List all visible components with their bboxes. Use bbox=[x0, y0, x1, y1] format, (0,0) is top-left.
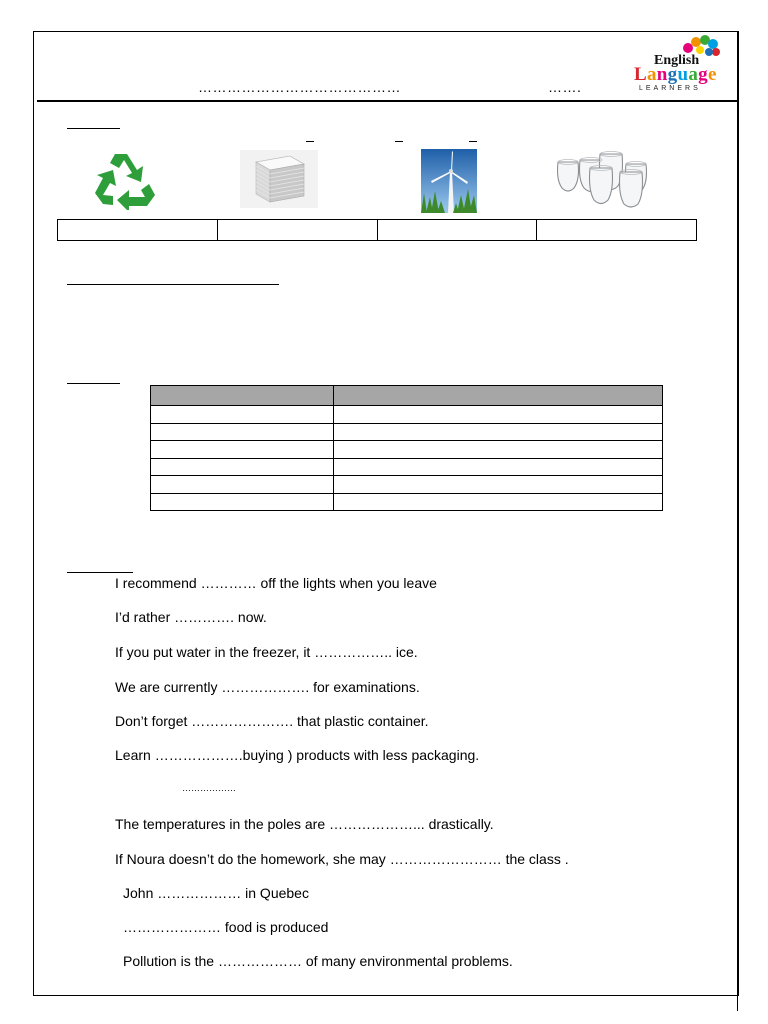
table-cell[interactable] bbox=[334, 458, 663, 476]
header-divider bbox=[37, 100, 737, 102]
exercise-sentence: I’d rather …………. now. bbox=[115, 609, 267, 625]
table-row bbox=[151, 406, 663, 424]
exercise-sentence: If you put water in the freezer, it …………….. ice. bbox=[115, 644, 418, 660]
table-cell[interactable] bbox=[151, 493, 334, 511]
section-1-heading-underline bbox=[67, 128, 120, 129]
picture-label-cell[interactable] bbox=[378, 220, 538, 240]
exercise-sentence: We are currently ………………. for examinations. bbox=[115, 679, 420, 695]
logo-word-learners: LEARNERS bbox=[639, 85, 701, 92]
table-row bbox=[151, 476, 663, 494]
exercise-sentence: John ……………… in Quebec bbox=[123, 885, 309, 901]
exercise-sentence: I recommend ………… off the lights when you leave bbox=[115, 575, 437, 591]
logo-letter: n bbox=[656, 64, 668, 85]
table-row bbox=[151, 441, 663, 459]
logo-letter: a bbox=[688, 64, 699, 85]
table-cell[interactable] bbox=[334, 406, 663, 424]
table-cell[interactable] bbox=[151, 423, 334, 441]
table-row bbox=[151, 458, 663, 476]
recycle-icon bbox=[89, 148, 159, 210]
logo-letter: g bbox=[698, 64, 708, 85]
exercise-sentence: ………………… food is produced bbox=[123, 919, 329, 935]
section-3-heading-underline bbox=[67, 383, 120, 384]
section-4-heading-underline bbox=[67, 572, 133, 573]
table-cell[interactable] bbox=[334, 493, 663, 511]
table-cell bbox=[334, 386, 663, 406]
answer-table bbox=[150, 385, 663, 511]
exercise-sentence: Learn ……………….buying ) products with less packaging. bbox=[115, 747, 480, 763]
picture-label-cell[interactable] bbox=[218, 220, 378, 240]
exercise-sentence: The temperatures in the poles are ………………... drastically. bbox=[115, 816, 494, 832]
english-language-learners-logo bbox=[628, 34, 728, 96]
table-cell[interactable] bbox=[151, 406, 334, 424]
logo-letter: u bbox=[677, 64, 689, 85]
picture-label-cell[interactable] bbox=[58, 220, 218, 240]
logo-letter: g bbox=[667, 64, 678, 85]
table-cell[interactable] bbox=[151, 458, 334, 476]
table-cell[interactable] bbox=[334, 423, 663, 441]
table-row bbox=[151, 493, 663, 511]
exercise-sentence: If Noura doesn’t do the homework, she may …………………… the class . bbox=[115, 851, 569, 867]
class-blank[interactable]: ……. bbox=[548, 79, 582, 95]
page-border-right-edge bbox=[737, 31, 738, 1011]
table-cell[interactable] bbox=[151, 476, 334, 494]
table-cell bbox=[151, 386, 334, 406]
name-blank[interactable]: …………………………………… bbox=[198, 79, 401, 95]
table-cell[interactable] bbox=[151, 441, 334, 459]
exercise-sentence: Pollution is the ……………… of many environmental problems. bbox=[123, 953, 513, 969]
logo-word-language bbox=[634, 64, 717, 86]
picture-label-cell[interactable] bbox=[537, 220, 696, 240]
wind-turbine-icon bbox=[421, 149, 477, 213]
table-row bbox=[151, 423, 663, 441]
table-cell[interactable] bbox=[334, 441, 663, 459]
glass-cups-icon bbox=[554, 150, 652, 210]
dash-mark bbox=[469, 141, 477, 142]
picture-label-table bbox=[57, 219, 697, 241]
paper-stack-icon bbox=[240, 150, 318, 208]
logo-letter: a bbox=[646, 64, 657, 85]
logo-letter: e bbox=[707, 64, 717, 85]
logo-word-english: English bbox=[654, 53, 700, 68]
table-header-row bbox=[151, 386, 663, 406]
dash-mark bbox=[395, 141, 403, 142]
exercise-sentence: ……………… bbox=[182, 783, 236, 793]
table-cell[interactable] bbox=[334, 476, 663, 494]
dash-mark bbox=[306, 141, 314, 142]
section-2-heading-underline bbox=[67, 284, 279, 285]
logo-letter: L bbox=[634, 64, 647, 85]
exercise-sentence: Don’t forget …………………. that plastic container. bbox=[115, 713, 429, 729]
